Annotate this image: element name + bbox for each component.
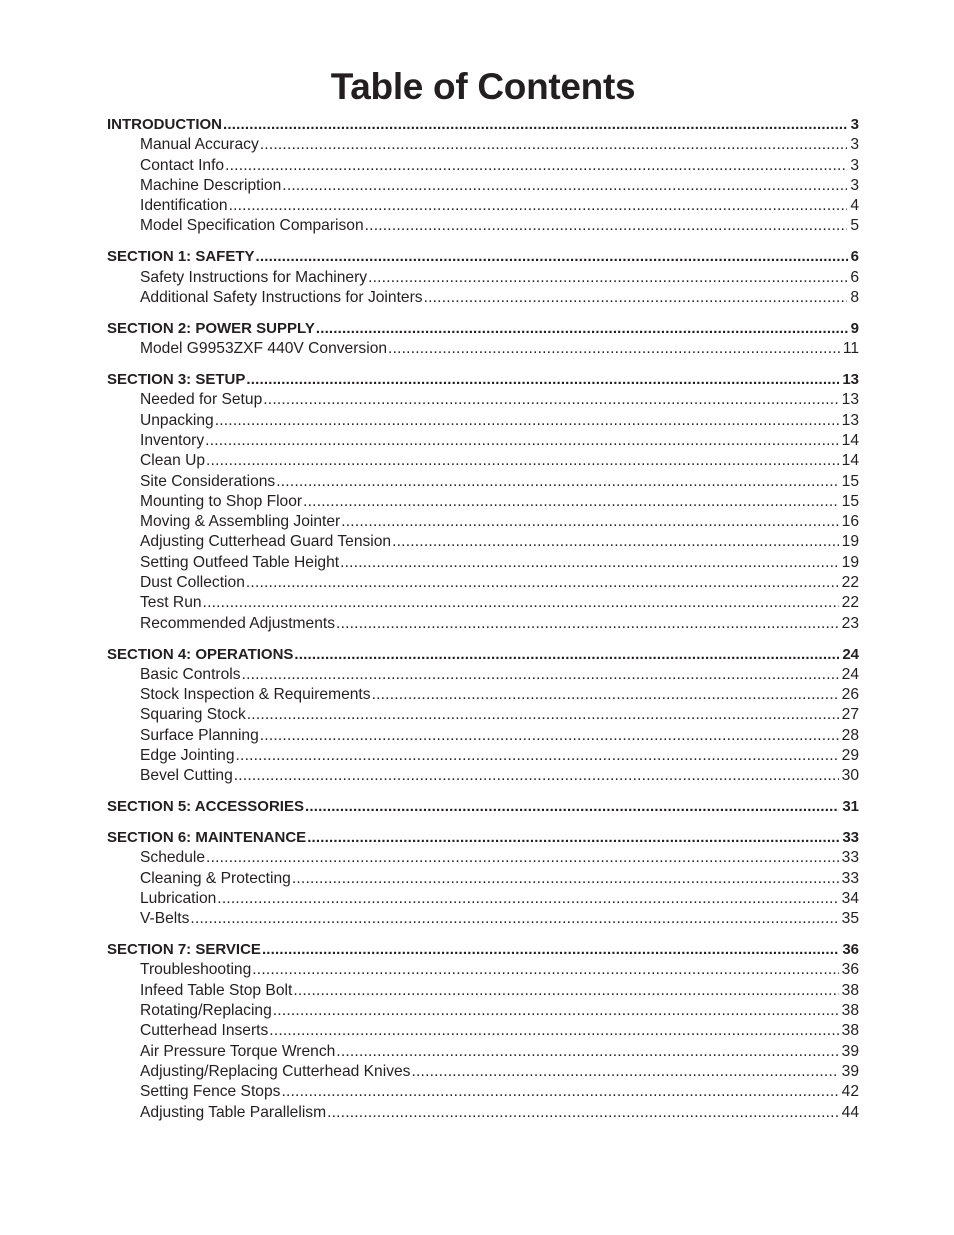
toc-page-number: 38 bbox=[841, 981, 859, 999]
toc-page-number: 26 bbox=[841, 686, 859, 704]
toc-page-number: 35 bbox=[841, 910, 859, 928]
toc-entry-label: INTRODUCTION bbox=[107, 116, 222, 133]
toc-entry[interactable] bbox=[107, 288, 859, 308]
dot-leader bbox=[327, 1103, 839, 1123]
toc-page-number: 34 bbox=[841, 889, 859, 907]
dot-leader bbox=[336, 614, 839, 634]
toc-entry-label: Machine Description bbox=[140, 176, 282, 194]
toc-page-number: 15 bbox=[841, 472, 859, 490]
dot-leader bbox=[225, 156, 847, 176]
toc-page-number: 22 bbox=[841, 594, 859, 612]
toc-page-number: 13 bbox=[841, 411, 859, 429]
dot-leader bbox=[303, 492, 839, 512]
toc-entry-label: Model G9953ZXF 440V Conversion bbox=[140, 340, 388, 358]
toc-entry-label: Test Run bbox=[140, 594, 202, 612]
toc-page-number: 39 bbox=[841, 1042, 859, 1060]
toc-entry[interactable] bbox=[107, 909, 859, 929]
toc-page-number: 42 bbox=[841, 1083, 859, 1101]
toc-page-number: 33 bbox=[841, 849, 859, 867]
toc-section bbox=[107, 940, 859, 1123]
page-title: Table of Contents bbox=[330, 66, 636, 107]
dot-leader bbox=[234, 766, 839, 786]
toc-entry[interactable] bbox=[107, 726, 859, 746]
toc-entry[interactable] bbox=[107, 1082, 859, 1102]
toc-entry-label: SECTION 1: SAFETY bbox=[107, 248, 255, 266]
dot-leader bbox=[236, 746, 839, 766]
toc-entry[interactable] bbox=[107, 472, 859, 492]
toc-entry-label: SECTION 7: SERVICE bbox=[107, 941, 261, 959]
toc-entry[interactable] bbox=[107, 532, 859, 552]
toc-page-number: 38 bbox=[841, 1002, 859, 1020]
dot-leader bbox=[340, 553, 839, 573]
toc-entry[interactable] bbox=[107, 614, 859, 634]
toc-entry-label: Rotating/Replacing bbox=[140, 1002, 272, 1020]
toc-entry-label: Cutterhead Inserts bbox=[140, 1022, 269, 1040]
dot-leader bbox=[206, 848, 839, 868]
toc-section-heading[interactable] bbox=[107, 828, 859, 848]
dot-leader bbox=[388, 339, 840, 359]
dot-leader bbox=[307, 828, 839, 848]
toc-entry[interactable] bbox=[107, 411, 859, 431]
toc-entry-label: Stock Inspection & Requirements bbox=[140, 686, 371, 704]
dot-leader bbox=[281, 1082, 838, 1102]
toc-page-number: 13 bbox=[841, 391, 859, 409]
toc-entry-label: Unpacking bbox=[140, 411, 214, 429]
toc-page-number: 27 bbox=[841, 706, 859, 724]
toc-entry-label: Model Specification Comparison bbox=[140, 217, 364, 235]
toc-page-number: 22 bbox=[841, 574, 859, 592]
toc-page-number: 14 bbox=[841, 452, 859, 470]
toc-page-number: 4 bbox=[850, 197, 859, 215]
dot-leader bbox=[203, 593, 839, 613]
toc-entry-label: Schedule bbox=[140, 849, 206, 867]
dot-leader bbox=[341, 512, 838, 532]
toc-section-heading[interactable] bbox=[107, 115, 859, 135]
toc-entry[interactable] bbox=[107, 889, 859, 909]
toc-entry[interactable] bbox=[107, 981, 859, 1001]
toc-section bbox=[107, 797, 859, 817]
toc-page-number: 24 bbox=[841, 665, 859, 683]
toc-entry-label: Troubleshooting bbox=[140, 961, 252, 979]
toc-page-number: 29 bbox=[841, 746, 859, 764]
toc-entry[interactable] bbox=[107, 196, 859, 216]
toc-section bbox=[107, 319, 859, 360]
toc-entry-label: SECTION 2: POWER SUPPLY bbox=[107, 319, 315, 337]
toc-entry-label: Adjusting/Replacing Cutterhead Knives bbox=[140, 1062, 411, 1080]
toc-page-number: 11 bbox=[842, 340, 859, 358]
dot-leader bbox=[276, 472, 838, 492]
dot-leader bbox=[263, 390, 838, 410]
toc-entry-label: Adjusting Table Parallelism bbox=[140, 1103, 327, 1121]
toc-entry-label: Dust Collection bbox=[140, 574, 245, 592]
toc-page-number: 19 bbox=[841, 553, 859, 571]
toc-section-heading[interactable] bbox=[107, 940, 859, 960]
dot-leader bbox=[292, 869, 839, 889]
toc-section bbox=[107, 115, 859, 237]
toc-entry[interactable] bbox=[107, 766, 859, 786]
toc-entry[interactable] bbox=[107, 339, 859, 359]
toc-page-number: 3 bbox=[850, 136, 859, 154]
toc-entry-label: Air Pressure Torque Wrench bbox=[140, 1042, 336, 1060]
toc-page-number: 9 bbox=[850, 319, 859, 337]
dot-leader bbox=[305, 797, 839, 817]
toc-entry[interactable] bbox=[107, 593, 859, 613]
toc-entry[interactable] bbox=[107, 268, 859, 288]
toc-entry-label: Infeed Table Stop Bolt bbox=[140, 981, 293, 999]
toc-entry-label: Basic Controls bbox=[140, 665, 241, 683]
toc-entry-label: Cleaning & Protecting bbox=[140, 869, 291, 887]
toc-entry[interactable] bbox=[107, 451, 859, 471]
dot-leader bbox=[256, 247, 848, 267]
toc-section bbox=[107, 370, 859, 634]
toc-page-number: 31 bbox=[842, 798, 859, 816]
toc-entry[interactable] bbox=[107, 1001, 859, 1021]
dot-leader bbox=[246, 370, 839, 390]
toc-section bbox=[107, 645, 859, 787]
toc-section bbox=[107, 828, 859, 929]
toc-page-number: 44 bbox=[841, 1103, 859, 1121]
toc-page-number: 36 bbox=[842, 941, 859, 959]
toc-page-number: 30 bbox=[841, 767, 859, 785]
toc-page-number: 19 bbox=[841, 533, 859, 551]
toc-entry-label: Setting Outfeed Table Height bbox=[140, 553, 340, 571]
dot-leader bbox=[223, 115, 848, 135]
dot-leader bbox=[190, 909, 838, 929]
toc-entry[interactable] bbox=[107, 135, 859, 155]
toc-page-number: 14 bbox=[841, 431, 859, 449]
toc-entry-label: Recommended Adjustments bbox=[140, 614, 336, 632]
toc-page-number: 15 bbox=[841, 492, 859, 510]
toc-entry-label: Adjusting Cutterhead Guard Tension bbox=[140, 533, 392, 551]
toc-entry[interactable] bbox=[107, 1062, 859, 1082]
dot-leader bbox=[365, 216, 848, 236]
toc-entry-label: SECTION 6: MAINTENANCE bbox=[107, 829, 307, 847]
toc-entry[interactable] bbox=[107, 390, 859, 410]
toc-entry[interactable] bbox=[107, 492, 859, 512]
toc-page-number: 3 bbox=[850, 156, 859, 174]
dot-leader bbox=[411, 1062, 838, 1082]
toc-entry[interactable] bbox=[107, 573, 859, 593]
toc-page-number: 5 bbox=[850, 217, 859, 235]
toc-entry[interactable] bbox=[107, 216, 859, 236]
toc-section-heading[interactable] bbox=[107, 319, 859, 339]
toc-entry-label: V-Belts bbox=[140, 910, 190, 928]
toc-page-number: 28 bbox=[841, 726, 859, 744]
toc-entry-label: Contact Info bbox=[140, 156, 225, 174]
dot-leader bbox=[260, 726, 839, 746]
toc-page-number: 3 bbox=[850, 176, 859, 194]
toc-entry[interactable] bbox=[107, 512, 859, 532]
toc-section-heading[interactable] bbox=[107, 247, 859, 267]
dot-leader bbox=[206, 451, 839, 471]
toc-entry-label: Site Considerations bbox=[140, 472, 276, 490]
toc-entry-label: Surface Planning bbox=[140, 726, 259, 744]
toc-entry-label: Setting Fence Stops bbox=[140, 1083, 281, 1101]
toc-entry[interactable] bbox=[107, 869, 859, 889]
toc-entry[interactable] bbox=[107, 746, 859, 766]
dot-leader bbox=[316, 319, 848, 339]
toc-section-heading[interactable] bbox=[107, 645, 859, 665]
dot-leader bbox=[294, 645, 839, 665]
toc-entry-label: Squaring Stock bbox=[140, 706, 246, 724]
dot-leader bbox=[392, 532, 839, 552]
table-of-contents bbox=[107, 115, 859, 1133]
toc-entry[interactable] bbox=[107, 176, 859, 196]
dot-leader bbox=[269, 1021, 838, 1041]
toc-page-number: 3 bbox=[850, 116, 859, 133]
toc-page-number: 24 bbox=[842, 645, 859, 663]
toc-entry[interactable] bbox=[107, 685, 859, 705]
toc-page-number: 23 bbox=[841, 614, 859, 632]
dot-leader bbox=[293, 981, 838, 1001]
dot-leader bbox=[205, 431, 838, 451]
toc-entry[interactable] bbox=[107, 848, 859, 868]
toc-page-number: 8 bbox=[850, 288, 859, 306]
toc-page-number: 13 bbox=[842, 371, 859, 389]
dot-leader bbox=[336, 1042, 838, 1062]
toc-entry[interactable] bbox=[107, 1021, 859, 1041]
dot-leader bbox=[252, 960, 838, 980]
toc-entry-label: Identification bbox=[140, 197, 228, 215]
toc-entry-label: SECTION 5: ACCESSORIES bbox=[107, 798, 304, 816]
toc-entry-label: Inventory bbox=[140, 431, 205, 449]
dot-leader bbox=[217, 889, 838, 909]
toc-entry-label: SECTION 3: SETUP bbox=[107, 371, 246, 389]
dot-leader bbox=[260, 135, 848, 155]
toc-entry-label: Additional Safety Instructions for Jointers bbox=[140, 288, 423, 306]
toc-page-number: 39 bbox=[841, 1062, 859, 1080]
dot-leader bbox=[273, 1001, 839, 1021]
dot-leader bbox=[368, 268, 847, 288]
dot-leader bbox=[242, 665, 839, 685]
toc-page-number: 38 bbox=[841, 1022, 859, 1040]
toc-entry-label: Lubrication bbox=[140, 889, 217, 907]
toc-entry-label: Mounting to Shop Floor bbox=[140, 492, 303, 510]
toc-entry-label: Moving & Assembling Jointer bbox=[140, 513, 341, 531]
dot-leader bbox=[247, 705, 839, 725]
toc-entry[interactable] bbox=[107, 431, 859, 451]
toc-section bbox=[107, 247, 859, 308]
toc-entry[interactable] bbox=[107, 553, 859, 573]
dot-leader bbox=[424, 288, 848, 308]
dot-leader bbox=[229, 196, 848, 216]
toc-entry[interactable] bbox=[107, 705, 859, 725]
toc-entry-label: Bevel Cutting bbox=[140, 767, 233, 785]
toc-section-heading[interactable] bbox=[107, 797, 859, 817]
toc-entry-label: Safety Instructions for Machinery bbox=[140, 268, 368, 286]
toc-section-heading[interactable] bbox=[107, 370, 859, 390]
toc-page-number: 36 bbox=[841, 961, 859, 979]
dot-leader bbox=[246, 573, 839, 593]
dot-leader bbox=[372, 685, 839, 705]
toc-page-number: 33 bbox=[842, 829, 859, 847]
toc-entry[interactable] bbox=[107, 1042, 859, 1062]
toc-entry-label: Needed for Setup bbox=[140, 391, 263, 409]
toc-entry[interactable] bbox=[107, 665, 859, 685]
toc-entry[interactable] bbox=[107, 960, 859, 980]
dot-leader bbox=[262, 940, 839, 960]
toc-page-number: 6 bbox=[850, 268, 859, 286]
toc-page-number: 33 bbox=[841, 869, 859, 887]
toc-entry-label: SECTION 4: OPERATIONS bbox=[107, 645, 294, 663]
toc-entry-label: Clean Up bbox=[140, 452, 206, 470]
toc-entry[interactable] bbox=[107, 156, 859, 176]
dot-leader bbox=[282, 176, 847, 196]
toc-page-number: 6 bbox=[850, 248, 859, 266]
toc-page-number: 16 bbox=[841, 513, 859, 531]
toc-entry-label: Edge Jointing bbox=[140, 746, 235, 764]
dot-leader bbox=[215, 411, 839, 431]
toc-entry[interactable] bbox=[107, 1103, 859, 1123]
toc-entry-label: Manual Accuracy bbox=[140, 136, 259, 154]
